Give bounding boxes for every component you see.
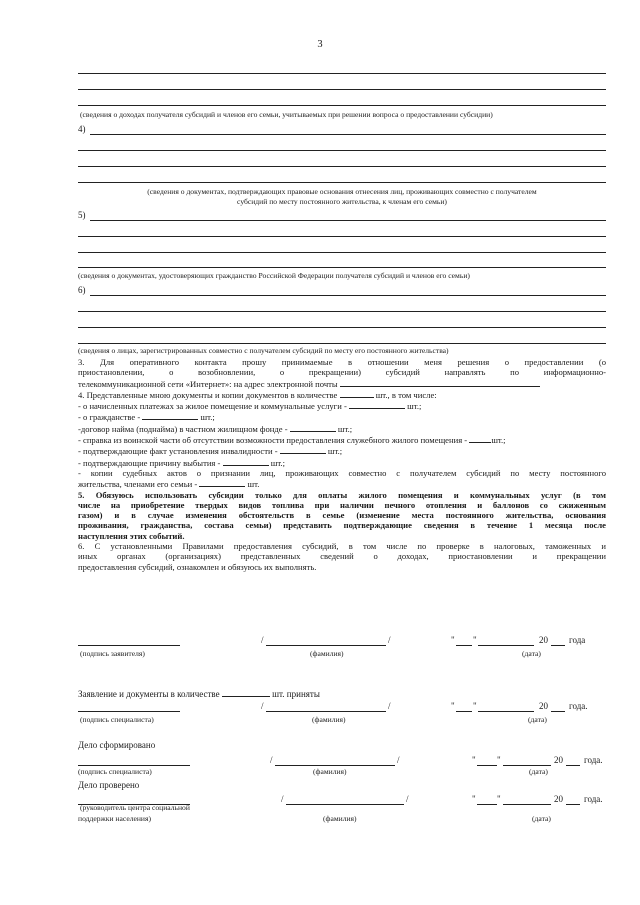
blank-line[interactable] <box>78 166 606 167</box>
count-field[interactable] <box>280 445 326 454</box>
blank-line[interactable] <box>78 105 606 106</box>
slash: / <box>388 701 391 711</box>
accepted-line: Заявление и документы в количестве шт. приняты <box>78 689 320 699</box>
quote: " <box>472 755 476 765</box>
blank-line[interactable] <box>78 73 606 74</box>
blank-line[interactable] <box>90 295 606 296</box>
blank-line[interactable] <box>78 236 606 237</box>
specialist-name-field[interactable] <box>275 756 395 766</box>
blank-line[interactable] <box>90 220 606 221</box>
documents-count-field[interactable] <box>340 389 374 398</box>
caption-citizenship: (сведения о документах, удостоверяющих гражданство Российской Федерации получателя субсидий и членов его семьи) <box>78 271 470 280</box>
caption-documents-2: субсидий по месту постоянного жительства, к членам его семьи) <box>237 197 447 206</box>
paragraph-6-line-2: иных органах (организациях) представленных сведений о доходах, приостановлении и прекращении <box>78 551 606 562</box>
count-field[interactable] <box>142 411 198 420</box>
slash: / <box>261 701 264 711</box>
slash: / <box>270 755 273 765</box>
item-number-4: 4) <box>78 124 86 134</box>
paragraph-5-line-1: 5. Обязуюсь использовать субсидии только для оплаты жилого помещения и коммунальных услуг (в том <box>78 489 606 500</box>
count-field[interactable] <box>199 478 245 487</box>
body-text <box>78 357 606 572</box>
year-word: года. <box>584 755 603 765</box>
caption-specialist-signature: (подпись специалиста) <box>80 715 154 724</box>
caption-documents-1: (сведения о документах, подтверждающих правовые основания отнесения лиц, проживающих совместно с получателем <box>147 187 537 196</box>
paragraph-5-line-2: числе на приобретение твердых видов топлива при наличии печного отопления и баллонов со сжиженным <box>78 499 606 510</box>
year-word: года <box>569 635 586 645</box>
date-month-field[interactable] <box>478 636 534 646</box>
date-day-field[interactable] <box>477 756 497 766</box>
caption-specialist-signature: (подпись специалиста) <box>78 767 152 776</box>
year-word: года. <box>584 794 603 804</box>
date-month-field[interactable] <box>503 756 551 766</box>
doc-item-military: - справка из воинской части об отсутствии возможности предоставления служебного жилого помещения - шт.; <box>78 435 506 446</box>
count-field[interactable] <box>290 423 336 432</box>
quote: " <box>472 794 476 804</box>
paragraph-5-line-3: газом) и в случае изменения обстоятельств в семье (изменение места постоянного жительства, основания <box>78 510 606 521</box>
caption-date: (дата) <box>528 715 547 724</box>
doc-item-payments: - о начисленных платежах за жилое помещение и коммунальные услуги - шт.; <box>78 401 422 412</box>
caption-name: (фамилия) <box>310 649 344 658</box>
year-prefix: 20 <box>539 635 548 645</box>
date-day-field[interactable] <box>456 636 472 646</box>
blank-line[interactable] <box>78 311 606 312</box>
doc-item-departure: - подтверждающие причину выбытия - шт.; <box>78 457 285 468</box>
paragraph-3-line-2: приостановлении, о возобновлении, о прекращении) субсидий направлять по информационно- <box>78 367 606 378</box>
year-word: года. <box>569 701 588 711</box>
year-prefix: 20 <box>554 794 563 804</box>
item-number-6: 6) <box>78 285 86 295</box>
case-formed-title: Дело сформировано <box>78 740 156 750</box>
slash: / <box>397 755 400 765</box>
item-number-5: 5) <box>78 210 86 220</box>
caption-name: (фамилия) <box>323 814 357 823</box>
paragraph-3-line-3: телекоммуникационной сети «Интернет»: на адрес электронной почты <box>78 378 606 389</box>
date-year-field[interactable] <box>551 636 565 646</box>
slash: / <box>261 635 264 645</box>
caption-date: (дата) <box>529 767 548 776</box>
paragraph-5-line-5: наступления этих событий. <box>78 530 185 541</box>
email-field[interactable] <box>340 378 540 387</box>
blank-line[interactable] <box>78 327 606 328</box>
caption-date: (дата) <box>532 814 551 823</box>
specialist-name-field[interactable] <box>266 702 386 712</box>
paragraph-6-line-1: 6. С установленными Правилами предоставления субсидий, в том числе по проверке в налоговых, таможенных и <box>78 541 606 552</box>
doc-item-citizenship: - о гражданстве - шт.; <box>78 412 215 423</box>
quote: " <box>451 635 455 645</box>
doc-item-disability: - подтверждающие факт установления инвалидности - шт.; <box>78 446 343 457</box>
date-day-field[interactable] <box>456 702 472 712</box>
quote: " <box>451 701 455 711</box>
applicant-name-field[interactable] <box>266 636 386 646</box>
blank-line[interactable] <box>78 252 606 253</box>
doc-item-lease: -договор найма (поднайма) в частном жилищном фонде - шт.; <box>78 423 353 434</box>
quote: " <box>497 794 501 804</box>
year-prefix: 20 <box>554 755 563 765</box>
date-month-field[interactable] <box>503 795 551 805</box>
case-checked-title: Дело проверено <box>78 780 140 790</box>
accepted-count-field[interactable] <box>222 687 270 697</box>
caption-applicant-signature: (подпись заявителя) <box>80 649 145 658</box>
quote: " <box>497 755 501 765</box>
blank-line[interactable] <box>78 343 606 344</box>
page-number: 3 <box>317 39 323 50</box>
blank-line[interactable] <box>78 182 606 183</box>
quote: " <box>473 701 477 711</box>
count-field[interactable] <box>223 457 269 466</box>
paragraph-4-intro: 4. Представленные мною документы и копии документов в количестве шт., в том числе: <box>78 389 437 400</box>
doc-item-court-line-1: - копии судебных актов о признании лиц, проживающих совместно с получателем субсидий по месту постоянного <box>78 467 606 478</box>
caption-head-signature-1: (руководитель центра социальной <box>80 803 190 812</box>
caption-name: (фамилия) <box>312 715 346 724</box>
caption-name: (фамилия) <box>313 767 347 776</box>
paragraph-5-line-4: проживания, гражданства, состава семьи) представить подтверждающие сведения в течение 1 месяца после <box>78 520 606 531</box>
slash: / <box>388 635 391 645</box>
paragraph-6-line-3: предоставления субсидий, ознакомлен и обязуюсь их выполнять. <box>78 561 317 572</box>
caption-income: (сведения о доходах получателя субсидий и членов его семьи, учитываемых при решении вопроса о предоставлении субсидии) <box>80 110 493 119</box>
date-year-field[interactable] <box>551 702 565 712</box>
date-day-field[interactable] <box>477 795 497 805</box>
doc-item-court-line-2: жительства, членами его семьи - шт. <box>78 479 260 490</box>
paragraph-3-line-1: 3. Для оперативного контакта прошу принимаемые в отношении меня решения о предоставлении (о <box>78 357 606 367</box>
specialist-signature-field[interactable] <box>78 756 190 766</box>
caption-head-signature-2: поддержки населения) <box>78 814 152 823</box>
caption-registered: (сведения о лицах, зарегистрированных совместно с получателем субсидий по месту его постоянного жительства) <box>78 346 449 355</box>
blank-line[interactable] <box>90 134 606 135</box>
date-year-field[interactable] <box>566 795 580 805</box>
slash: / <box>281 794 284 804</box>
blank-line[interactable] <box>78 267 606 268</box>
caption-date: (дата) <box>522 649 541 658</box>
blank-line[interactable] <box>78 150 606 151</box>
blank-line[interactable] <box>78 89 606 90</box>
specialist-signature-field[interactable] <box>78 702 180 712</box>
year-prefix: 20 <box>539 701 548 711</box>
applicant-signature-field[interactable] <box>78 636 180 646</box>
count-field[interactable] <box>469 434 491 443</box>
date-month-field[interactable] <box>478 702 534 712</box>
date-year-field[interactable] <box>566 756 580 766</box>
quote: " <box>473 635 477 645</box>
count-field[interactable] <box>349 400 405 409</box>
slash: / <box>406 794 409 804</box>
head-name-field[interactable] <box>286 795 404 805</box>
